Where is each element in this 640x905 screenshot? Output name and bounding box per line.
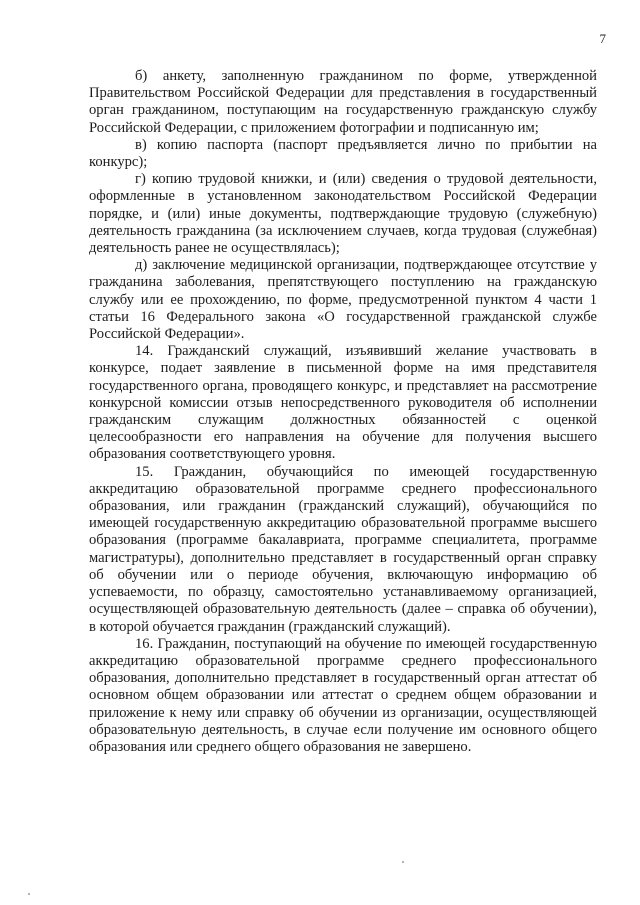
paragraph-d-medical: д) заключение медицинской организации, подтверждающее отсутствие у гражданина заболевания, препятствующего поступлению на гражданскую службу или ее прохождению, по форме, предусмотренной пунктом 4 части 1 статьи 16 Федерального закона «О государственной гражданской службе Российской Федерации». [89, 257, 597, 343]
page-number: 7 [599, 31, 606, 46]
paragraph-16: 16. Гражданин, поступающий на обучение по имеющей государственную аккредитацию образовательной программе среднего профессионального образования, дополнительно представляет в государственный орган аттестат об основном общем образовании или аттестат о среднем общем образовании и приложение к нему или справку об обучении из организации, осуществляющей образовательную деятельность, в случае если получение им основного общего образования или среднего общего образования не завершено. [89, 635, 597, 755]
paragraph-v-passport: в) копию паспорта (паспорт предъявляется лично по прибытии на конкурс); [89, 136, 597, 171]
paragraph-15: 15. Гражданин, обучающийся по имеющей государственную аккредитацию образовательной программе среднего профессионального образования, или гражданин (гражданский служащий), обучающийся по имеющей государственную аккредитацию образовательной программе высшего образования (программе бакалавриата, программе специалитета, программе магистратуры), дополнительно представляет в государственный орган справку об обучении или о периоде обучения, включающую информацию об успеваемости, по образцу, самостоятельно устанавливаемому организацией, осуществляющей образовательную деятельность (далее – справка об обучении), в которой обучается гражданин (гражданский служащий). [89, 463, 597, 635]
scan-speck [28, 893, 30, 895]
paragraph-g-work-record: г) копию трудовой книжки, и (или) сведения о трудовой деятельности, оформленные в установленном законодательством Российской Федерации порядке, и (или) иные документы, подтверждающие трудовую (служебную) деятельность гражданина (за исключением случаев, когда трудовая (служебная) деятельность ранее не осуществлялась); [89, 171, 597, 257]
paragraph-b-questionnaire: б) анкету, заполненную гражданином по форме, утвержденной Правительством Российской Федерации для представления в государственный орган гражданином, поступающим на государственную гражданскую службу Российской Федерации, с приложением фотографии и подписанную им; [89, 68, 597, 136]
scan-speck [402, 861, 404, 863]
paragraph-14: 14. Гражданский служащий, изъявивший желание участвовать в конкурсе, подает заявление в письменной форме на имя представителя государственного органа, проводящего конкурс, и представляет на рассмотрение конкурсной комиссии отзыв непосредственного руководителя об исполнении гражданским служащим должностных обязанностей с оценкой целесообразности его направления на обучение для получения высшего образования соответствующего уровня. [89, 343, 597, 463]
document-body [89, 68, 597, 756]
